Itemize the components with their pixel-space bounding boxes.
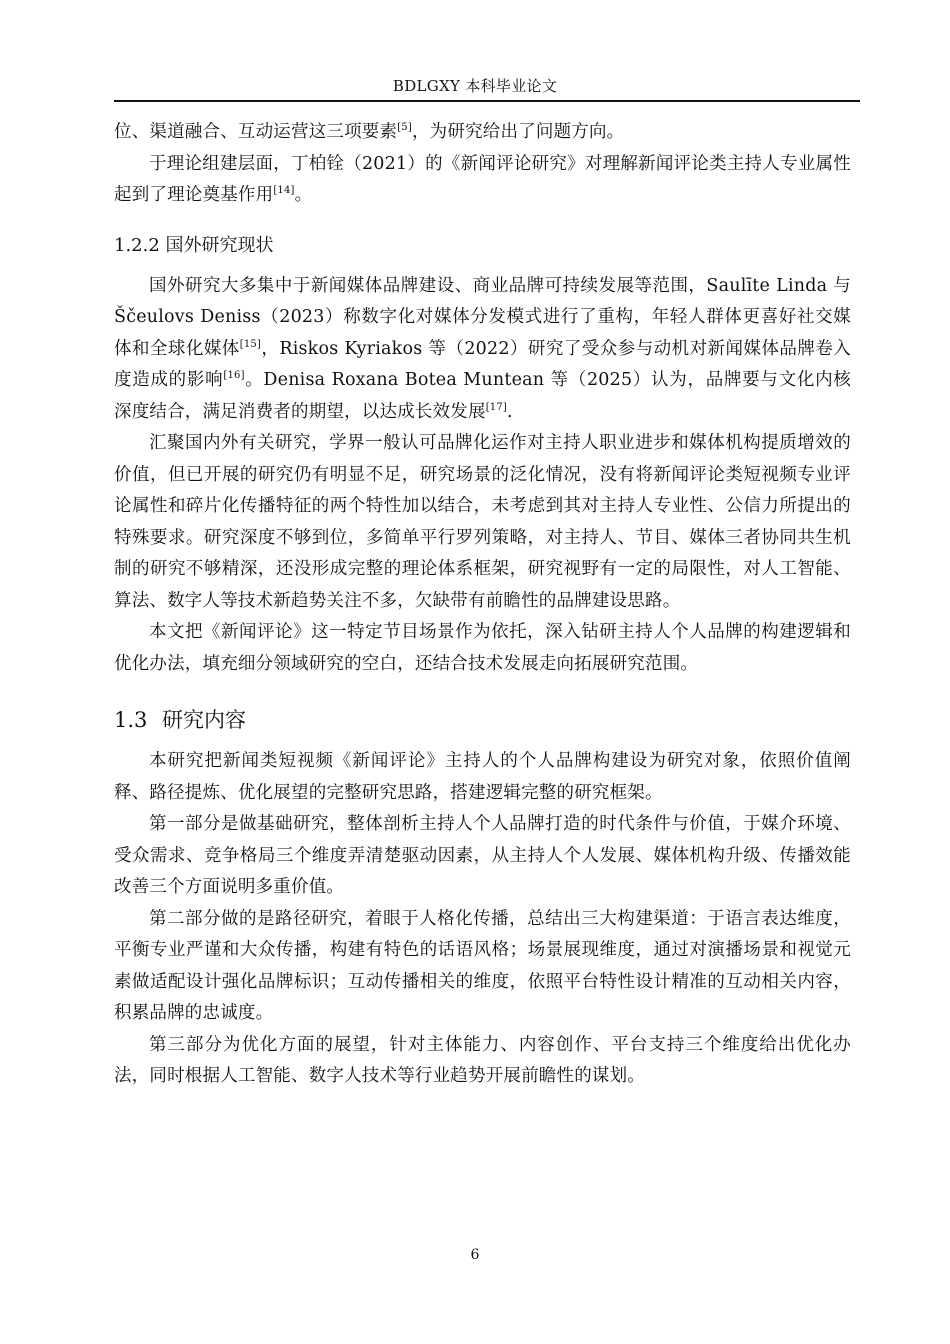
paragraph: 于理论组建层面，丁柏铨（2021）的《新闻评论研究》对理解新闻评论类主持人专业属性起到了理论奠基作用[14]。 <box>114 153 851 205</box>
section-title: 研究内容 <box>162 708 246 732</box>
header-divider <box>114 100 860 102</box>
section-number: 1.3 <box>114 708 148 732</box>
paragraph: 第三部分为优化方面的展望，针对主体能力、内容创作、平台支持三个维度给出优化办法，同时根据人工智能、数字人技术等行业趋势开展前瞻性的谋划。 <box>114 1034 851 1086</box>
paragraph: 国外研究大多集中于新闻媒体品牌建设、商业品牌可持续发展等范围，Saulīte Linda 与 Ščeulovs Deniss（2023）称数字化对媒体分发模式进行了重构，年轻人群体更喜好社交媒体和全球化媒体[15]，Riskos Kyriakos 等（2022）研究了受众参与动机对新闻媒体品牌卷入度造成的影响[16]。Denisa Roxana Botea Muntean 等（2025）认为，品牌要与文化内核深度结合，满足消费者的期望，以达成长效发展[17]. <box>114 275 852 422</box>
paragraph: 本研究把新闻类短视频《新闻评论》主持人的个人品牌构建设为研究对象，依照价值阐释、路径提炼、优化展望的完整研究思路，搭建逻辑完整的研究框架。 <box>114 751 851 803</box>
running-header: BDLGXY 本科毕业论文 <box>392 77 558 95</box>
paragraph: 汇聚国内外有关研究，学界一般认可品牌化运作对主持人职业进步和媒体机构提质增效的价值，但已开展的研究仍有明显不足，研究场景的泛化情况，没有将新闻评论类短视频专业评论属性和碎片化传播特征的两个特性加以结合，未考虑到其对主持人专业性、公信力所提出的特殊要求。研究深度不够到位，多简单平行罗列策略，对主持人、节目、媒体三者协同共生机制的研究不够精深，还没形成完整的理论体系框架，研究视野有一定的局限性，对人工智能、算法、数字人等技术新趋势关注不多，欠缺带有前瞻性的品牌建设思路。 <box>114 433 851 611</box>
citation: [17] <box>485 401 508 413</box>
paragraph: 本文把《新闻评论》这一特定节目场景作为依托，深入钻研主持人个人品牌的构建逻辑和优化办法，填充细分领域研究的空白，还结合技术发展走向拓展研究范围。 <box>114 622 851 674</box>
page-body <box>114 117 851 1093</box>
citation: [14] <box>273 185 295 196</box>
paragraph-continued: 位、渠道融合、互动运营这三项要素[5]，为研究给出了问题方向。 <box>114 122 625 142</box>
paragraph: 第一部分是做基础研究，整体剖析主持人个人品牌打造的时代条件与价值，于媒介环境、受众需求、竞争格局三个维度弄清楚驱动因素，从主持人个人发展、媒体机构升级、传播效能改善三个方面说明多重价值。 <box>114 814 851 897</box>
page-number: 6 <box>470 1247 480 1263</box>
paragraph: 第二部分做的是路径研究，着眼于人格化传播，总结出三大构建渠道：于语言表达维度，平衡专业严谨和大众传播，构建有特色的话语风格；场景展现维度，通过对演播场景和视觉元素做适配设计强化品牌标识；互动传播相关的维度，依照平台特性设计精准的互动相关内容，积累品牌的忠诚度。 <box>114 908 851 1023</box>
section-heading-1-2-2: 1.2.2 国外研究现状 <box>114 234 274 256</box>
citation: [5] <box>397 122 412 133</box>
citation: [16] <box>223 370 245 381</box>
citation: [15] <box>239 338 262 350</box>
section-heading-1-3 <box>114 705 851 735</box>
